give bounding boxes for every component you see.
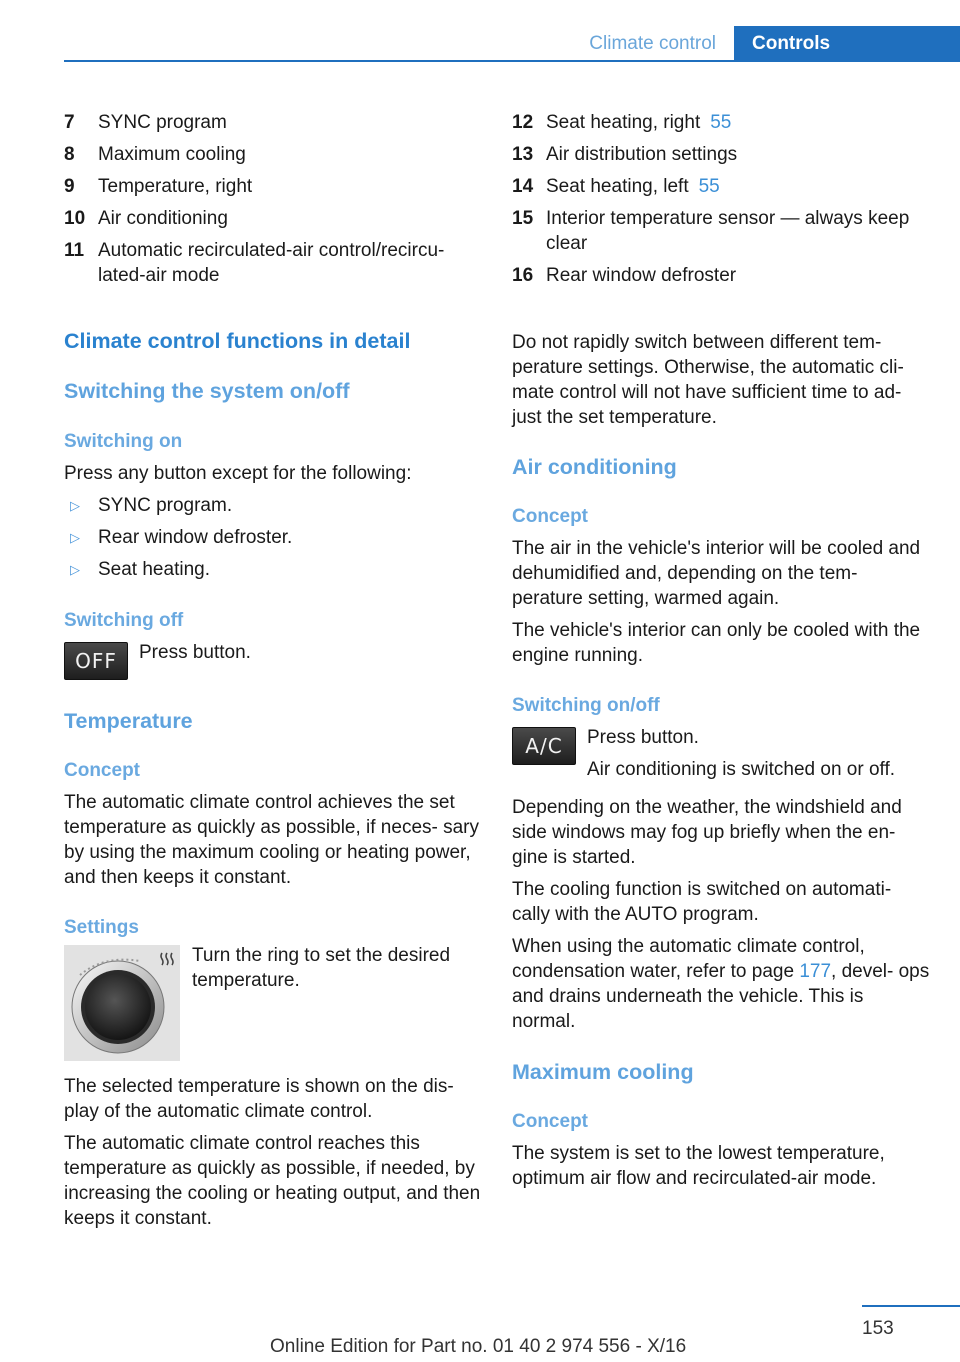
heading-concept: Concept	[512, 1111, 588, 1132]
heading-air-conditioning: Air conditioning	[512, 455, 677, 479]
page-number-rule	[862, 1305, 960, 1307]
text-switching-on: Press any button except for the following:	[64, 463, 412, 484]
temperature-knob-image	[64, 945, 180, 1061]
heading-switching-onoff: Switching on/off	[512, 695, 660, 716]
text-auto: The cooling function is switched on automati‐ cally with the AUTO program.	[512, 879, 892, 925]
triangle-bullet-icon: ▷	[70, 562, 80, 577]
page-number: 153	[862, 1318, 894, 1339]
heading-switching: Switching the system on/off	[64, 379, 350, 403]
text-ac-concept: The air in the vehicle's interior will be cooled and dehumidified and, depending on the tem‐ perature setting, warmed again.	[512, 538, 921, 609]
heading-switching-off: Switching off	[64, 610, 184, 631]
header-rule	[64, 60, 960, 62]
text-ac-engine: The vehicle's interior can only be cooled with the engine running.	[512, 620, 921, 666]
off-button-image: OFF	[64, 642, 128, 680]
text-temperature-concept: The automatic climate control achieves the set temperature as quickly as possible, if neces‐ sary by using the maximum cooling or heating power, and then keeps it constant.	[64, 792, 480, 888]
legend-item: 11 Automatic recirculated-air control/recircu‐ lated-air mode	[64, 240, 445, 286]
heading-maximum-cooling: Maximum cooling	[512, 1060, 694, 1084]
heading-functions: Climate control functions in detail	[64, 329, 411, 353]
text-reaches: The automatic climate control reaches this temperature as quickly as possible, if needed, by increasing the cooling or heating output, and then keeps it constant.	[64, 1133, 481, 1229]
legend-list-left	[64, 110, 482, 288]
heading-temperature: Temperature	[64, 709, 193, 733]
heading-concept: Concept	[64, 760, 140, 781]
list-item: ▷ SYNC program.	[64, 493, 482, 518]
legend-item: 13 Air distribution settings	[512, 144, 738, 165]
left-column	[64, 110, 482, 1231]
legend-item: 12 Seat heating, right 55	[512, 112, 732, 133]
text-turn-ring: Turn the ring to set the desired temperature.	[192, 945, 451, 991]
page-header	[571, 26, 960, 62]
legend-item: 9 Temperature, right	[64, 176, 253, 197]
triangle-bullet-icon: ▷	[70, 530, 80, 545]
header-section-title: Climate control	[589, 33, 716, 54]
exception-list	[64, 493, 482, 582]
heading-switching-on: Switching on	[64, 431, 183, 452]
page-reference-link[interactable]: 55	[698, 176, 720, 197]
legend-list-right	[512, 110, 930, 288]
legend-item: 8 Maximum cooling	[64, 144, 246, 165]
page-reference-link[interactable]: 55	[710, 112, 732, 133]
legend-item: 14 Seat heating, left 55	[512, 176, 720, 197]
legend-item: 16 Rear window defroster	[512, 265, 737, 286]
text-press-off: Press button.	[139, 642, 251, 663]
list-item: ▷ Rear window defroster.	[64, 525, 482, 550]
legend-item: 15 Interior temperature sensor — always keep clear	[512, 208, 910, 254]
edition-footer: Online Edition for Part no. 01 40 2 974 556 - X/16	[270, 1336, 687, 1357]
text-rapid-switch: Do not rapidly switch between different tem‐ perature settings. Otherwise, the automatic cli‐ mate control will not have sufficient time to ad‐ just the set temperature.	[512, 332, 904, 428]
right-column	[512, 110, 930, 1191]
page-reference-link[interactable]: 177	[799, 961, 832, 982]
knob-row	[64, 945, 482, 1061]
off-button-row	[64, 637, 482, 680]
text-condensation: When using the automatic climate control, condensation water, refer to page 177, devel‐ ops and drains underneath the vehicle. This is normal.	[512, 936, 930, 1032]
ac-button-image: A/C	[512, 727, 576, 765]
heading-settings: Settings	[64, 917, 139, 938]
heading-concept: Concept	[512, 506, 588, 527]
text-display: The selected temperature is shown on the dis‐ play of the automatic climate control.	[64, 1076, 454, 1122]
ac-button-row	[512, 722, 930, 782]
triangle-bullet-icon: ▷	[70, 498, 80, 513]
legend-item: 7 SYNC program	[64, 112, 227, 133]
text-ac-toggle: Air conditioning is switched on or off.	[587, 759, 896, 780]
text-press-ac: Press button.	[587, 727, 699, 748]
text-weather: Depending on the weather, the windshield and side windows may fog up briefly when the en‐ gine is started.	[512, 797, 902, 868]
text-max-cooling: The system is set to the lowest temperature, optimum air flow and recirculated-air mode.	[512, 1143, 885, 1189]
list-item: ▷ Seat heating.	[64, 557, 482, 582]
legend-item: 10 Air conditioning	[64, 208, 228, 229]
temperature-ring-icon	[64, 945, 180, 1061]
header-chapter-tab: Controls	[734, 26, 960, 62]
